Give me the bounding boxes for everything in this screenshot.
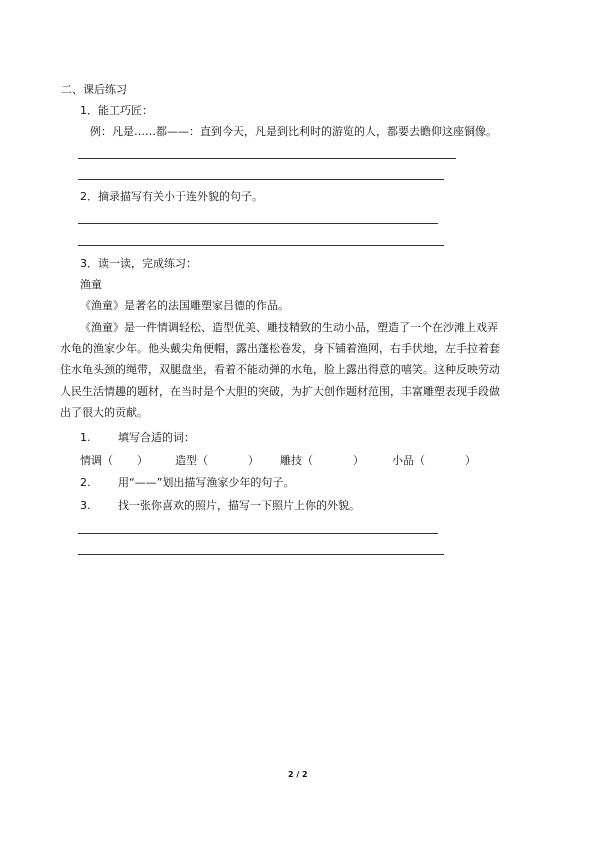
answer-line-6[interactable] <box>78 554 444 555</box>
passage-title: 渔童 <box>80 278 102 291</box>
fill-item <box>175 455 259 466</box>
sub-question-1-number: 1. <box>80 431 91 444</box>
section-title: 二、课后练习 <box>61 83 127 96</box>
sub-question-1-text: 填写合适的词： <box>118 431 195 444</box>
answer-line-4[interactable] <box>78 245 444 246</box>
fill-close: ） <box>353 454 364 467</box>
fill-item-word: 雕技 <box>280 454 302 467</box>
fill-item-word: 情调 <box>80 454 102 467</box>
question-1-example: 例：凡是……都——：直到今天，凡是到比利时的游览的人，都要去瞻仰这座铜像。 <box>90 125 497 138</box>
fill-item <box>392 455 476 466</box>
passage-line: 水龟的渔家少年。他头戴尖角便帽，露出蓬松卷发，身下铺着渔网，右手伏地，左手拉着套 <box>60 342 500 355</box>
page-number: 2 / 2 <box>288 770 308 779</box>
sub-question-2-text: 用“——”划出描写渔家少年的句子。 <box>118 476 295 489</box>
fill-close: ） <box>137 454 148 467</box>
question-3-label: 3．读一读，完成练习： <box>80 257 197 270</box>
passage-line: 住水龟头颈的绳带，双腿盘坐，看着不能动弹的水龟，脸上露出得意的嘻笑。这种反映劳动 <box>60 363 500 376</box>
answer-line-1[interactable] <box>78 158 456 159</box>
fill-close: ） <box>465 454 476 467</box>
passage-line: 出了很大的贡献。 <box>60 406 148 419</box>
fill-open: （ <box>302 454 313 467</box>
passage-paragraph-1: 《渔童》是著名的法国雕塑家吕德的作品。 <box>80 299 289 312</box>
answer-line-5[interactable] <box>78 533 438 534</box>
fill-item <box>80 455 148 466</box>
sub-question-3-text: 找一张你喜欢的照片，描写一下照片上你的外貌。 <box>118 499 360 512</box>
sub-question-2-number: 2. <box>80 476 91 489</box>
fill-open: （ <box>414 454 425 467</box>
fill-open: （ <box>197 454 208 467</box>
passage-line: 人民生活情趣的题材，在当时是个大胆的突破，为扩大创作题材范围，丰富雕塑表现手段做 <box>60 385 500 398</box>
fill-item <box>280 455 364 466</box>
question-2-label: 2．摘录描写有关小于连外貌的句子。 <box>80 190 263 203</box>
answer-line-3[interactable] <box>78 223 438 224</box>
fill-item-word: 小品 <box>392 454 414 467</box>
answer-line-2[interactable] <box>78 179 444 180</box>
passage-line: 《渔童》是一件情调轻松、造型优美、雕技精致的生动小品，塑造了一个在沙滩上戏弄 <box>80 321 498 334</box>
sub-question-3-number: 3. <box>80 499 91 512</box>
question-1-label: 1．能工巧匠： <box>80 104 153 117</box>
fill-open: （ <box>102 454 113 467</box>
fill-close: ） <box>248 454 259 467</box>
fill-item-word: 造型 <box>175 454 197 467</box>
